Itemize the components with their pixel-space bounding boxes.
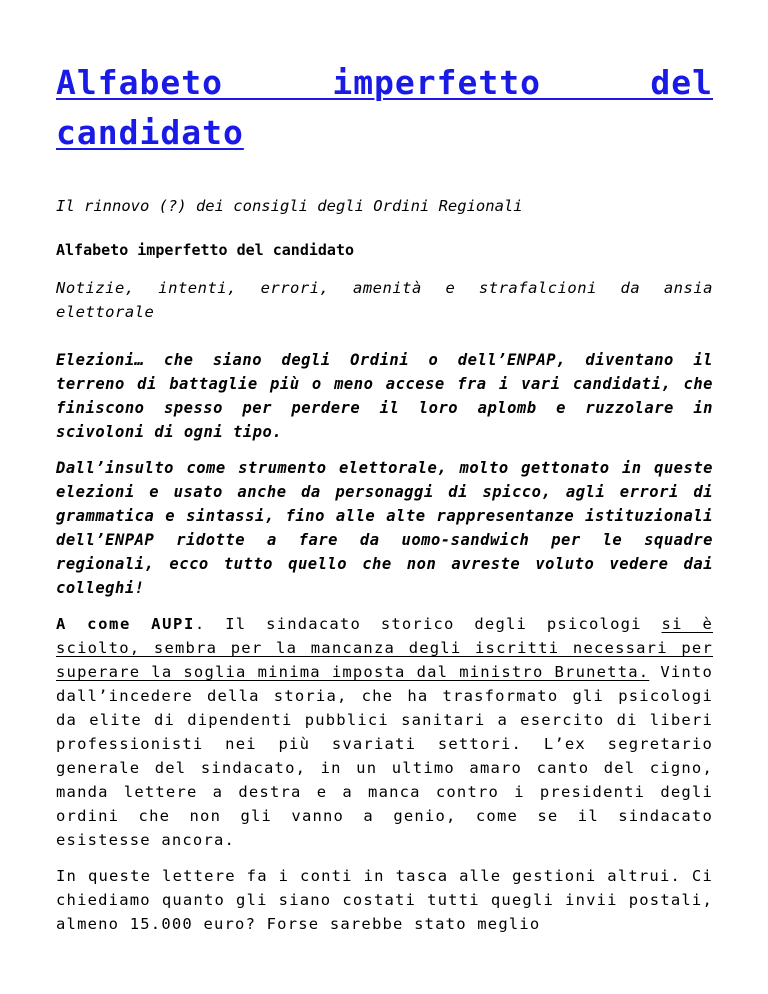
paragraph-aupi-rest: Vinto dall’incedere della storia, che ha trasformato gli psicologi da elite di dipendenti pubblici sanitari a esercito di liberi professionisti nei più svariati settori. L’ex segretario generale del sindacato, in un ultimo amaro canto del cigno, manda lettere a destra e a manca contro i presidenti degli ordini che non gli vanno a genio, come se il sindacato esistesse ancora. bbox=[56, 663, 713, 849]
paragraph-aupi-link[interactable]: si è sciolto, sembra per la mancanza degli iscritti necessari per superare la soglia minima imposta dal ministro Brunetta. bbox=[56, 615, 713, 681]
article-kicker: Notizie, intenti, errori, amenità e strafalcioni da ansia elettorale bbox=[56, 279, 713, 321]
article bbox=[56, 0, 713, 936]
article-title-link[interactable]: Alfabeto imperfetto del candidato bbox=[56, 63, 713, 152]
paragraph-letters: In queste lettere fa i conti in tasca alle gestioni altrui. Ci chiediamo quanto gli siano costati tutti quegli invii postali, almeno 15.000 euro? Forse sarebbe stato meglio bbox=[56, 867, 713, 933]
lead-paragraph-2: Dall’insulto come strumento elettorale, molto gettonato in queste elezioni e usato anche da personaggi di spicco, agli errori di grammatica e sintassi, fino alle alte rappresentanze istituzionali dell’ENPAP ridotte a fare da uomo-sandwich per le squadre regionali, ecco tutto quello che non avreste voluto vedere dai colleghi! bbox=[56, 459, 713, 597]
paragraph-aupi-intro: . Il sindacato storico degli psicologi bbox=[194, 615, 662, 633]
lead-paragraph-1: Elezioni… che siano degli Ordini o dell’ENPAP, diventano il terreno di battaglie più o meno accese fra i vari candidati, che finiscono spesso per perdere il loro aplomb e ruzzolare in scivoloni di ogni tipo. bbox=[56, 351, 713, 441]
article-subtitle: Il rinnovo (?) dei consigli degli Ordini Regionali bbox=[56, 197, 523, 215]
article-title bbox=[56, 58, 713, 158]
entry-label-aupi: A come AUPI bbox=[56, 615, 195, 633]
paragraph-aupi bbox=[56, 612, 713, 852]
article-heading: Alfabeto imperfetto del candidato bbox=[56, 241, 355, 259]
